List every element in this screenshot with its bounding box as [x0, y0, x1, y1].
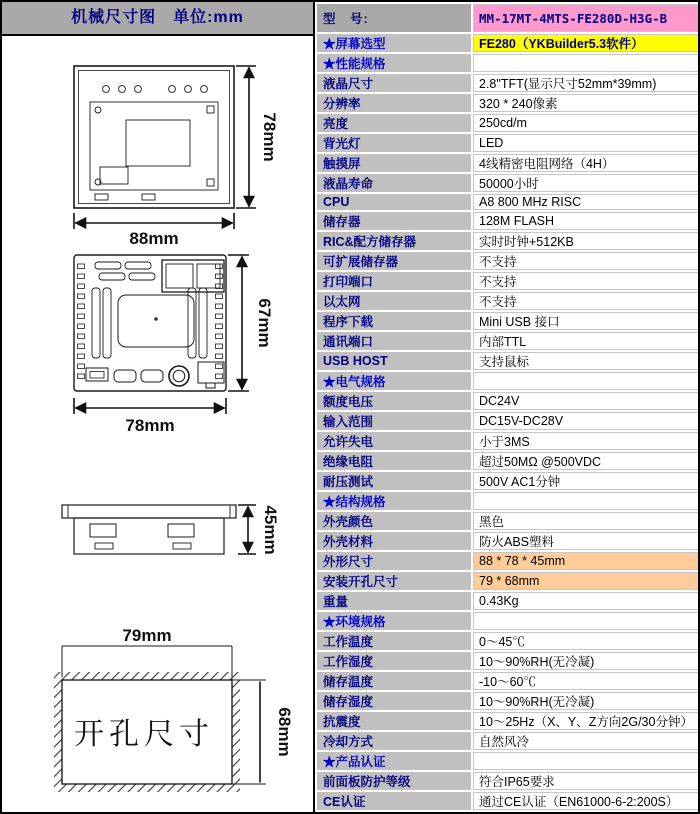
spec-label: CPU: [316, 193, 472, 211]
spec-value: 50000小时: [472, 173, 700, 193]
section-row: [316, 611, 700, 631]
spec-row: [316, 291, 700, 311]
spec-row: [316, 791, 700, 811]
spec-label: 安装开孔尺寸: [316, 571, 472, 591]
spec-label: 以太网: [316, 291, 472, 311]
spec-value: 黑色: [472, 511, 700, 531]
spec-label: 通讯端口: [316, 331, 472, 351]
spec-label: 外壳颜色: [316, 511, 472, 531]
spec-row: [316, 271, 700, 291]
spec-label: 抗震度: [316, 711, 472, 731]
spec-value: 实时时钟+512KB: [472, 231, 700, 251]
section-row: [316, 53, 700, 73]
drawing-panel-title: 机械尺寸图 单位:mm: [2, 2, 313, 36]
spec-label: 耐压测试: [316, 471, 472, 491]
section-label: ★环境规格: [316, 611, 472, 631]
spec-value: 10～90%RH(无冷凝): [472, 651, 700, 671]
spec-label: RIC&配方储存器: [316, 231, 472, 251]
spec-value: 88 * 78 * 45mm: [472, 551, 700, 571]
section-row: [316, 33, 700, 53]
spec-row: [316, 411, 700, 431]
spec-table-body: [316, 3, 700, 811]
section-label: ★电气规格: [316, 371, 472, 391]
spec-table: [315, 2, 700, 812]
cutout-drawing: [54, 626, 294, 792]
spec-value: 250cd/m: [472, 113, 700, 133]
spec-row: [316, 153, 700, 173]
spec-label: 液晶寿命: [316, 173, 472, 193]
spec-value: A8 800 MHz RISC: [472, 193, 700, 211]
spec-value: 符合IP65要求: [472, 771, 700, 791]
spec-value: 自然风冷: [472, 731, 700, 751]
spec-label: 可扩展储存器: [316, 251, 472, 271]
front-height-label: 78mm: [260, 112, 279, 162]
spec-label: 储存湿度: [316, 691, 472, 711]
spec-label: 液晶尺寸: [316, 73, 472, 93]
spec-row: [316, 351, 700, 371]
spec-label: USB HOST: [316, 351, 472, 371]
spec-row: [316, 431, 700, 451]
section-row: [316, 371, 700, 391]
spec-value: [472, 53, 700, 73]
cutout-caption: 开孔尺寸: [74, 718, 214, 751]
section-label: ★产品认证: [316, 751, 472, 771]
spec-row: [316, 173, 700, 193]
spec-value: 4线精密电阻网络（4H）: [472, 153, 700, 173]
section-label: ★结构规格: [316, 491, 472, 511]
spec-row: [316, 651, 700, 671]
spec-row: [316, 251, 700, 271]
model-value: MM-17MT-4MTS-FE280D-H3G-B: [472, 3, 700, 33]
spec-row: [316, 731, 700, 751]
spec-label: 允许失电: [316, 431, 472, 451]
spec-value: 2.8"TFT(显示尺寸52mm*39mm): [472, 73, 700, 93]
spec-value: 500V AC1分钟: [472, 471, 700, 491]
spec-label: 程序下载: [316, 311, 472, 331]
spec-label: 工作温度: [316, 631, 472, 651]
spec-row: [316, 133, 700, 153]
cutout-height-label: 68mm: [275, 707, 294, 757]
spec-value: 内部TTL: [472, 331, 700, 351]
model-row: [316, 3, 700, 33]
spec-label: 打印端口: [316, 271, 472, 291]
model-label: 型 号:: [316, 3, 472, 33]
spec-value: [472, 371, 700, 391]
spec-value: Mini USB 接口: [472, 311, 700, 331]
spec-value: DC15V-DC28V: [472, 411, 700, 431]
spec-value: 0.43Kg: [472, 591, 700, 611]
spec-value: LED: [472, 133, 700, 153]
spec-row: [316, 591, 700, 611]
back-view-drawing: [74, 255, 274, 435]
spec-label: 背光灯: [316, 133, 472, 153]
spec-value: DC24V: [472, 391, 700, 411]
vent-slots-left: [78, 264, 85, 379]
spec-row: [316, 531, 700, 551]
spec-value: -10～60℃: [472, 671, 700, 691]
spec-label: 额度电压: [316, 391, 472, 411]
mechanical-drawing-panel: [2, 2, 315, 812]
spec-row: [316, 551, 700, 571]
spec-value: 支持鼠标: [472, 351, 700, 371]
spec-label: 亮度: [316, 113, 472, 133]
spec-value: [472, 611, 700, 631]
spec-row: [316, 451, 700, 471]
front-width-label: 88mm: [129, 229, 179, 248]
spec-value: [472, 751, 700, 771]
spec-value: 不支持: [472, 291, 700, 311]
spec-row: [316, 691, 700, 711]
spec-row: [316, 631, 700, 651]
front-view-drawing: [74, 66, 279, 248]
mechanical-drawings: [2, 36, 313, 812]
spec-row: [316, 511, 700, 531]
spec-label: 储存温度: [316, 671, 472, 691]
spec-value: 10～90%RH(无冷凝): [472, 691, 700, 711]
spec-row: [316, 311, 700, 331]
spec-row: [316, 571, 700, 591]
spec-label: 外形尺寸: [316, 551, 472, 571]
spec-row: [316, 391, 700, 411]
spec-row: [316, 471, 700, 491]
spec-label: 前面板防护等级: [316, 771, 472, 791]
spec-row: [316, 771, 700, 791]
section-row: [316, 491, 700, 511]
cutout-width-label: 79mm: [122, 626, 172, 645]
back-width-label: 78mm: [125, 416, 175, 435]
spec-label: 触摸屏: [316, 153, 472, 173]
back-height-label: 67mm: [255, 298, 274, 348]
spec-row: [316, 211, 700, 231]
side-depth-label: 45mm: [261, 505, 280, 555]
spec-value: 320 * 240像素: [472, 93, 700, 113]
spec-row: [316, 671, 700, 691]
spec-row: [316, 231, 700, 251]
spec-panel: [315, 2, 698, 812]
spec-value: 10～25Hz（X、Y、Z方向2G/30分钟）: [472, 711, 700, 731]
spec-value: 0～45℃: [472, 631, 700, 651]
vent-slots-right: [216, 264, 223, 379]
spec-row: [316, 193, 700, 211]
spec-value: 超过50MΩ @500VDC: [472, 451, 700, 471]
spec-label: 工作湿度: [316, 651, 472, 671]
spec-value: 防火ABS塑料: [472, 531, 700, 551]
section-row: [316, 751, 700, 771]
spec-value: [472, 491, 700, 511]
spec-label: 重量: [316, 591, 472, 611]
section-label: ★屏幕选型: [316, 33, 472, 53]
spec-value: 不支持: [472, 271, 700, 291]
spec-row: [316, 711, 700, 731]
spec-label: 储存器: [316, 211, 472, 231]
spec-value: 不支持: [472, 251, 700, 271]
spec-value: FE280（YKBuilder5.3软件）: [472, 33, 700, 53]
spec-row: [316, 73, 700, 93]
spec-label: 冷却方式: [316, 731, 472, 751]
spec-label: 外壳材料: [316, 531, 472, 551]
section-label: ★性能规格: [316, 53, 472, 73]
spec-label: 输入范围: [316, 411, 472, 431]
spec-row: [316, 331, 700, 351]
spec-value: 79 * 68mm: [472, 571, 700, 591]
spec-value: 小于3MS: [472, 431, 700, 451]
spec-label: 绝缘电阻: [316, 451, 472, 471]
side-view-drawing: [62, 505, 280, 555]
spec-label: CE认证: [316, 791, 472, 811]
spec-label: 分辨率: [316, 93, 472, 113]
spec-value: 通过CE认证（EN61000-6-2:200S）: [472, 791, 700, 811]
spec-row: [316, 113, 700, 133]
spec-row: [316, 93, 700, 113]
spec-value: 128M FLASH: [472, 211, 700, 231]
